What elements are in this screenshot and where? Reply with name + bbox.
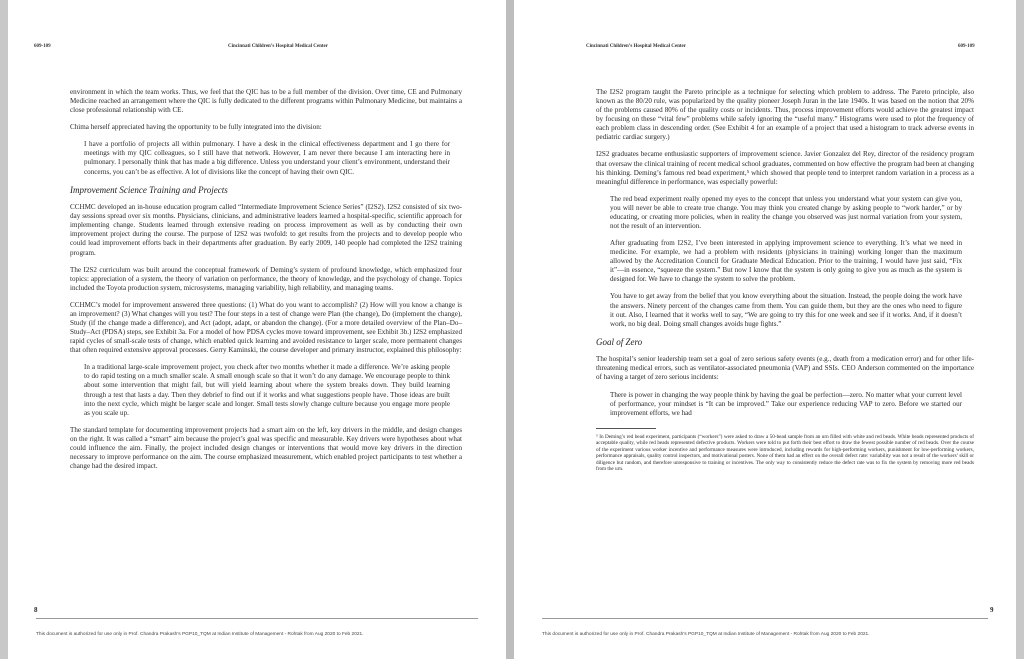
- authorization-footer: This document is authorized for use only in Prof. Chandra Prakash's PGP10_TQM at Indian Institute of Management - Rohtak from Aug 2020 to Feb 2021.: [36, 632, 364, 637]
- left-header-case-number: 609-109: [34, 44, 51, 49]
- left-body-text: [70, 88, 462, 479]
- block-quote: After graduating from I2S2, I’ve been interested in applying improvement science to everything. It’s what we need in medicine. For example, we had a problem with residents (physicians in training) working longer than the maximum allowed by the Accreditation Council for Graduate Medical Education. Prior to the training, I would have just said, “Fix it”—in essence, “squeeze the system.” But now I know that the system is only going to give you as much as the system is designed for. We have to change the system to solve the problem.: [610, 239, 962, 284]
- right-header-case-number: 609-109: [958, 44, 975, 49]
- paragraph: The I2S2 curriculum was built around the conceptual framework of Deming’s system of profound knowledge, which emphasized four topics: appreciation of a system, the theory of variation on performance, the theory of knowledge, and the psychology of change. Topics included the Toyota production system, microsystems, managing variability, high reliability, and managing teams.: [70, 265, 462, 292]
- right-page: [514, 0, 1016, 659]
- paragraph: CCHMC developed an in-house education program called “Intermediate Improvement Science Series” (I2S2). I2S2 consisted of six two-day sessions spread over six months. Physicians, clinicians, and administrative leaders learned a hospital-specific, scientific approach for implementing change. Students learned through extensive reading on process improvement as well as by conducting their own improvement project during the course. The purpose of I2S2 was twofold: to get results from the projects and to develop people who could lead improvement efforts back in their departments after graduation. By early 2009, 140 people had completed the I2S2 training program.: [70, 203, 462, 257]
- right-body-text: [596, 88, 974, 481]
- block-quote: I have a portfolio of projects all within pulmonary. I have a desk in the clinical effectiveness department and I go there for meetings with my QIC colleagues, so I still have that network. However, I am never there because I am interacting here in pulmonary. I personally think that has made a big difference. Unless you understand your client’s environment, understand their concerns, you can’t be as effective. A lot of divisions like the concept of having their own QIC.: [84, 140, 450, 176]
- paragraph: Chima herself appreciated having the opportunity to be fully integrated into the division:: [70, 123, 322, 132]
- block-quote: In a traditional large-scale improvement project, you check after two months whether it made a difference. We’re asking people to do rapid testing on a much smaller scale. A small enough scale so that it won’t do any damage. We encourage people to think about some intervention that might fail, but will yield learning about where the system breaks down. They build learning through a test that lasts a day. Then they debrief to find out if it works and what suggestions people have. Those ideas are built into the next cycle, which might be larger scale and longer. Small tests slowly change culture because you engage more people as you scale up.: [84, 363, 450, 417]
- footnote-rule: [596, 428, 656, 429]
- paragraph: The standard template for documenting improvement projects had a smart aim on the left, key drivers in the middle, and design changes on the right. It was called a “smart” aim because the project’s goal was specific and measurable. Key drivers were hypotheses about what could influence the aim. Finally, the project included design changes or interventions that would move key drivers in the direction necessary to improve performance on the aim. The course emphasized measurement, which enabled project participants to test whether a change had the desired impact.: [70, 425, 462, 471]
- block-quote: There is power in changing the way people think by having the goal be perfection—zero. No matter what your current level of performance, your mindset is “It can be improved.” Take our experience reducing VAP to zero. Before we started our improvement efforts, we had: [610, 390, 962, 417]
- paragraph: environment in which the team works. Thus, we feel that the QIC has to be a full member of the division. Over time, CE and Pulmonary Medicine reached an arrangement where the QIC is fully dedicated to the different programs within Pulmonary Medicine, but maintains a close professional relationship with CE.: [70, 88, 462, 115]
- authorization-footer: This document is authorized for use only in Prof. Chandra Prakash's PGP10_TQM at Indian Institute of Management - Rohtak from Aug 2020 to Feb 2021.: [542, 632, 870, 637]
- right-header-title: Cincinnati Children’s Hospital Medical Center: [586, 44, 686, 49]
- paragraph: I2S2 graduates became enthusiastic supporters of improvement science. Javier Gonzalez del Rey, director of the residency program that oversaw the clinical training of recent medical school graduates, commented on how effective the program had been at changing his thinking. Deming’s famous red bead experiment,⁵ which showed that people tend to interpret random variation in a process as a meaningful difference in performance, was especially powerful:: [596, 150, 974, 186]
- page-number: 8: [34, 606, 38, 614]
- block-quote: You have to get away from the belief that you know everything about the situation. Instead, the people doing the work have the answers. Ninety percent of the changes came from them. You can guide them, but they are the ones who need to figure it out. Also, I learned that it works well to say, “We are going to try this for one week and see if it works. And, if it doesn’t work, no big deal. Doing small changes avoids huge fights.”: [610, 292, 962, 328]
- page-gutter: [506, 0, 514, 659]
- divider: [542, 618, 988, 619]
- paragraph: The hospital’s senior leadership team set a goal of zero serious safety events (e.g., death from a medication error) and for other life-threatening medical errors, such as ventilator-associated pneumonia (VAP) and SSIs. CEO Anderson commented on the importance of having a target of zero serious incidents:: [596, 355, 974, 382]
- divider: [36, 618, 478, 619]
- section-heading: Improvement Science Training and Projects: [70, 184, 228, 195]
- left-header-title: Cincinnati Children’s Hospital Medical Center: [228, 44, 328, 49]
- paragraph: CCHMC’s model for improvement answered three questions: (1) What do you want to accomplish? (2) How will you know a change is an improvement? (3) What changes will you test? The four steps in a test of change were Plan (the change), Do (implement the change), Study (if the change made a difference), and Act (adopt, adapt, or abandon the change). (For a more detailed overview of the Plan–Do–Study–Act (PDSA) steps, see Exhibit 3a. For a model of how PDSA cycles move toward improvement, see Exhibit 3b.) I2S2 emphasized rapid cycles of small-scale tests of change, which enabled quick learning and avoided resistance to larger scale, more permanent changes that often required extensive approval processes. Gerry Kaminski, the course developer and primary instructor, explained this philosophy:: [70, 300, 462, 355]
- page-number: 9: [990, 606, 994, 614]
- block-quote: The red bead experiment really opened my eyes to the concept that unless you understand what your system can give you, you will never be able to create true change. You may think you created change by asking people to “work harder,” or by educating, or creating more policies, when in reality the change you observed was just normal variation from your system, not the result of an intervention.: [610, 194, 962, 231]
- section-heading: Goal of Zero: [596, 336, 643, 347]
- paragraph: The I2S2 program taught the Pareto principle as a technique for selecting which problem to address. The Pareto principle, also known as the 80/20 rule, was popularized by the quality pioneer Joseph Juran in the late 1940s. It was based on the notion that 20% of the problems caused 80% of the quality costs or incidents. Thus, process improvement efforts would achieve the greatest impact by focusing on these “vital few” problems while safely ignoring the “useful many.” Histograms were used to plot the frequency of each problem class in descending order. (See Exhibit 4 for an example of a project that used a histogram to track adverse events in pediatric cardiac surgery.): [596, 88, 974, 142]
- left-page: [8, 0, 506, 659]
- footnote: ⁵ In Deming’s red bead experiment, participants (“workers”) were asked to draw a 50-bead sample from an urn filled with white and red beads. White beads represented products of acceptable quality, while red beads represented defective products. Workers were told to put forth their best effort to draw the fewest possible number of red beads. Over the course of the experiment various worker incentive and performance measures were introduced, including rewards for high-performing workers, punishment for low-performing workers, performance appraisals, quality control inspectors, and motivational posters. None of them had an effect on the overall defect rate: variability was not a result of the workers’ skill or diligence but random, and therefore unresponsive to training or incentives. The only way to consistently reduce the defect rate was to fix the system by removing more red beads from the urn.: [596, 433, 974, 473]
